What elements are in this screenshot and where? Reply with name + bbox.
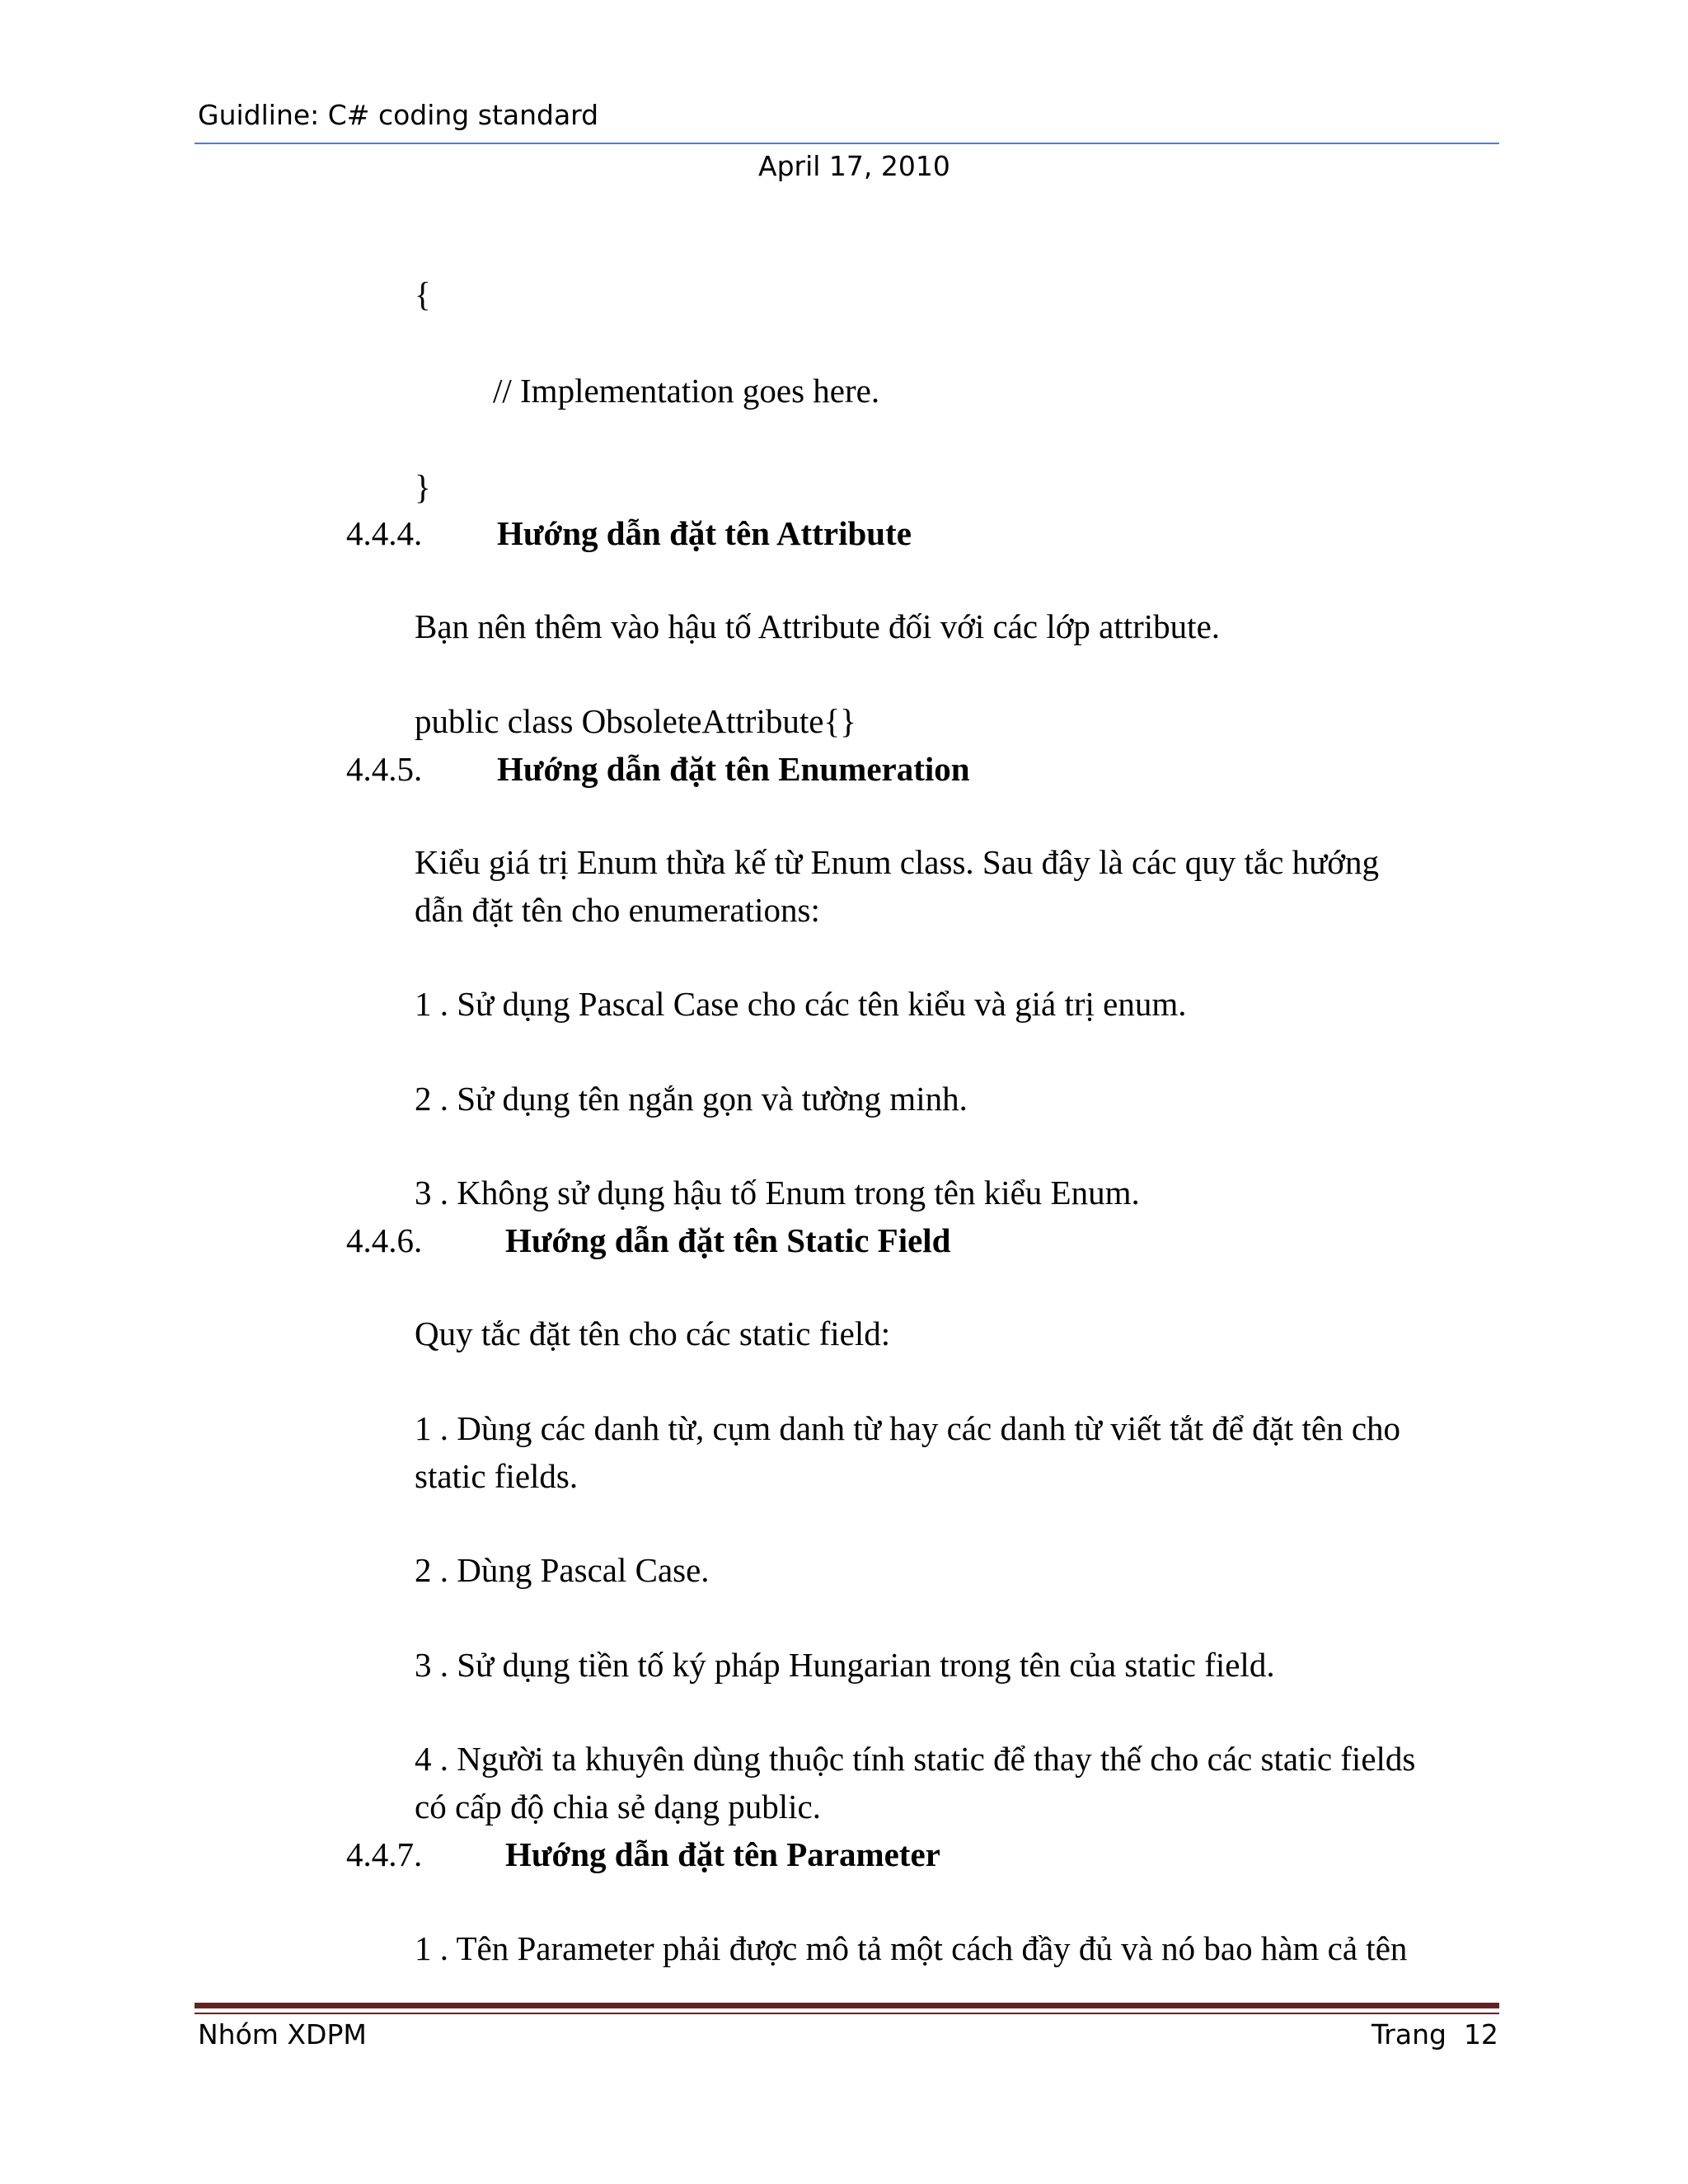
code-line: public class ObsoleteAttribute{} <box>415 702 856 740</box>
list-item: 4 . Người ta khuyên dùng thuộc tính static để thay thế cho các static fields <box>415 1740 1416 1778</box>
section-number: 4.4.4. <box>346 514 423 552</box>
footer-group-name: Nhóm XDPM <box>198 2018 367 2050</box>
paragraph: Bạn nên thêm vào hậu tố Attribute đối với các lớp attribute. <box>415 607 1221 645</box>
paragraph: Kiểu giá trị Enum thừa kế từ Enum class. Sau đây là các quy tắc hướng <box>415 843 1379 881</box>
paragraph: dẫn đặt tên cho enumerations: <box>415 891 820 929</box>
list-item: 3 . Sử dụng tiền tố ký pháp Hungarian trong tên của static field. <box>415 1646 1275 1684</box>
footer-divider <box>195 2003 1499 2008</box>
header-divider <box>195 143 1499 144</box>
section-title: Hướng dẫn đặt tên Parameter <box>505 1835 940 1873</box>
list-item: static fields. <box>415 1457 579 1495</box>
paragraph: Quy tắc đặt tên cho các static field: <box>415 1315 891 1352</box>
header-title: Guidline: C# coding standard <box>198 99 599 131</box>
header-date: April 17, 2010 <box>758 150 950 182</box>
section-title: Hướng dẫn đặt tên Enumeration <box>497 750 970 788</box>
section-number: 4.4.5. <box>346 750 423 788</box>
list-item: 1 . Dùng các danh từ, cụm danh từ hay các danh từ viết tắt để đặt tên cho <box>415 1409 1401 1447</box>
list-item: 1 . Sử dụng Pascal Case cho các tên kiểu và giá trị enum. <box>415 985 1187 1023</box>
section-title: Hướng dẫn đặt tên Attribute <box>497 514 912 552</box>
section-number: 4.4.6. <box>346 1221 423 1259</box>
section-title: Hướng dẫn đặt tên Static Field <box>505 1221 951 1259</box>
list-item: 1 . Tên Parameter phải được mô tả một cách đầy đủ và nó bao hàm cả tên <box>415 1929 1408 1967</box>
list-item: 2 . Sử dụng tên ngắn gọn và tường minh. <box>415 1080 968 1118</box>
code-comment: // Implementation goes here. <box>493 372 880 410</box>
footer-divider-thin <box>195 2013 1499 2014</box>
footer-page-number: Trang 12 <box>1372 2018 1498 2050</box>
list-item: 2 . Dùng Pascal Case. <box>415 1551 710 1589</box>
code-open-brace: { <box>415 275 431 313</box>
code-close-brace: } <box>415 468 431 506</box>
list-item: 3 . Không sử dụng hậu tố Enum trong tên kiểu Enum. <box>415 1174 1140 1212</box>
list-item: có cấp độ chia sẻ dạng public. <box>415 1788 821 1825</box>
section-number: 4.4.7. <box>346 1835 423 1873</box>
